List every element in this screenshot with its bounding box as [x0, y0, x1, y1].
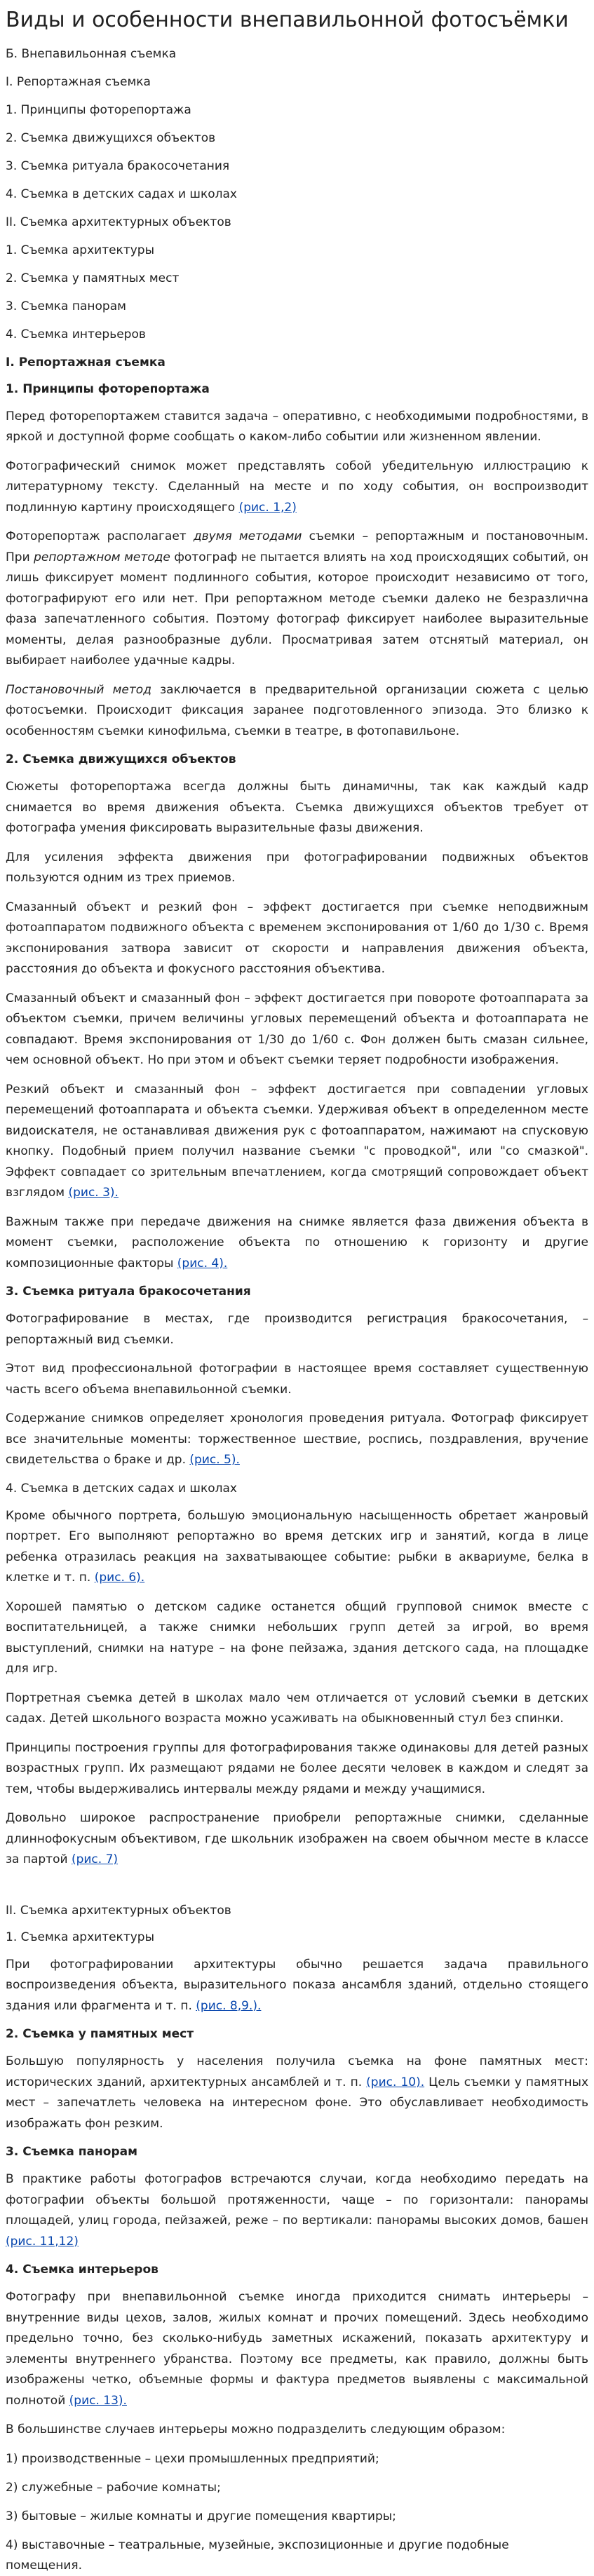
- paragraph-text: съемки – репортажным и постановочным. При: [6, 529, 589, 564]
- paragraph: Фотографирование в местах, где производится регистрация бракосочетания, – репортажный вид съемки.: [6, 1312, 588, 1347]
- paragraph: [6, 527, 588, 672]
- paragraph-text: Кроме обычного портрета, большую эмоциональную насыщенность обретает жанровый портрет. Его выполняют репортажно во время детских игр и занятий, когда в лице ребенка отразилась реакция на захватывающее событие: рыбки в аквариуме, белка в клетке и т. п.: [6, 1508, 588, 1585]
- paragraph-text: фотограф не пытается влиять на ход происходящих событий, он лишь фиксирует момент подлинного события, которое происходит независимо от того, фотографируют его или нет. При репортажном методе съемки далеко не безразлична фаза запечатленного события. Поэтому фотограф фиксирует наиболее выразительные моменты, делая разнообразные дубли. Просматривая затем отснятый материал, он выбирает наиболее удачные кадры.: [6, 550, 588, 667]
- section-heading: II. Съемка архитектурных объектов: [6, 1903, 231, 1918]
- paragraph-text: Большую популярность у населения получила съемка на фоне памятных мест: исторических зданий, архитектурных ансамблей и т. п.: [6, 2054, 588, 2089]
- subsection-heading: 4. Съемка интерьеров: [6, 2263, 158, 2277]
- paragraph: Смазанный объект и резкий фон – эффект достигается при съемке неподвижным фотоаппаратом подвижного объекта с временем экспонирования от 1/60 до 1/30 с. Время экспонирования затвора зависит от скорости и направления движения объекта, расстояния до объекта и фокусного расстояния объектива.: [6, 900, 588, 976]
- paragraph-text: Важным также при передаче движения на снимке является фаза движения объекта в момент съемки, расположение объекта по отношению к горизонту и другие композиционные факторы: [6, 1214, 588, 1270]
- paragraph: [6, 1080, 588, 1204]
- table-of-contents: [6, 45, 588, 344]
- figure-link[interactable]: (рис. 4).: [177, 1256, 228, 1270]
- paragraph-text: Резкий объект и смазанный фон – эффект достигается при совпадении угловых перемещений фотоаппарата и объекта съемки. Удерживая объект в определенном месте видоискателя, не останавливая движения рук с фотоаппаратом, нажимают на спусковую кнопку. Подобный прием получил название съемки "с проводкой", или "со смазкой". Эффект совпадает со зрительным впечатлением, когда смотрящий сопровождает объект взглядом: [6, 1082, 588, 1200]
- subsection-heading: 3. Съемка ритуала бракосочетания: [6, 1284, 251, 1299]
- paragraph: [6, 2052, 588, 2134]
- paragraph: Перед фоторепортажем ставится задача – оперативно, с необходимыми подробностями, в яркой и доступной форме сообщать о каком-либо событии или жизненном явлении.: [6, 409, 588, 444]
- paragraph-text: Довольно широкое распространение приобрели репортажные снимки, сделанные длиннофокусным объективом, где школьник изображен на своем обычном месте в классе за партой: [6, 1811, 588, 1866]
- emphasis: Постановочный метод: [6, 682, 151, 697]
- toc-item: 3. Съемка панорам: [6, 299, 126, 313]
- paragraph-text: При фотографировании архитектуры обычно решается задача правильного воспроизведения объекта, выразительного показа ансамбля зданий, отдельно стоящего здания или фрагмента и т. п.: [6, 1957, 588, 2013]
- paragraph: [6, 1506, 588, 1589]
- toc-item: 2. Съемка у памятных мест: [6, 271, 180, 285]
- subsection-heading: 1. Принципы фоторепортажа: [6, 381, 210, 396]
- paragraph: [6, 456, 588, 519]
- paragraph: Портретная съемка детей в школах мало чем отличается от условий съемки в детских садах. Детей школьного возраста можно усаживать на обыкновенный стул без спинки.: [6, 1690, 588, 1726]
- subsection-heading: 1. Съемка архитектуры: [6, 1930, 155, 1944]
- toc-item: 3. Съемка ритуала бракосочетания: [6, 158, 230, 173]
- list-item: 1) производственные – цехи промышленных предприятий;: [6, 2451, 379, 2466]
- paragraph-text: Фоторепортаж располагает: [6, 529, 194, 543]
- toc-item: I. Репортажная съемка: [6, 74, 151, 89]
- figure-link[interactable]: (рис. 8,9.).: [196, 1998, 262, 2013]
- figure-link[interactable]: (рис. 1,2): [238, 500, 297, 515]
- paragraph-text: Фотографу при внепавильонной съемке иногда приходится снимать интерьеры – внутренние виды цехов, залов, жилых комнат и прочих помещений. Здесь необходимо предельно точно, без сколько-нибудь заметных искажений, показать архитектуру и элементы внутреннего убранства. Поэтому все предметы, как правило, должны быть изображены четко, объемные формы и фактура предметов выявлены с максимальной полнотой: [6, 2290, 588, 2408]
- list-item: 3) бытовые – жилые комнаты и другие помещения квартиры;: [6, 2509, 396, 2523]
- paragraph-text: заключается в предварительной организации сюжета с целью фотосъемки. Происходит фиксация заранее подготовленного эпизода. Это близко к особенностям съемки кинофильма, съемки в театре, в фотопавильоне.: [6, 682, 588, 738]
- toc-item: 1. Съемка архитектуры: [6, 243, 155, 257]
- paragraph: [6, 1212, 588, 1275]
- figure-link[interactable]: (рис. 7): [71, 1852, 119, 1866]
- paragraph: [6, 2169, 588, 2252]
- figure-link[interactable]: (рис. 13).: [69, 2393, 127, 2408]
- paragraph: Сюжеты фоторепортажа всегда должны быть динамичны, так как каждый кадр снимается во время движения объекта. Съемка движущихся объектов требует от фотографа умения фиксировать выразительные фазы движения.: [6, 780, 588, 835]
- paragraph: Принципы построения группы для фотографирования также одинаковы для детей разных возрастных групп. Их размещают рядами не более десяти человек в каждом и следят за тем, чтобы выдерживались интервалы между рядами и между учащимися.: [6, 1740, 588, 1796]
- paragraph-text: Содержание снимков определяет хронология проведения ритуала. Фотограф фиксирует все значительные моменты: торжественное шествие, роспись, поздравления, вручение свидетельства о браке и др.: [6, 1411, 588, 1467]
- paragraph: Смазанный объект и смазанный фон – эффект достигается при повороте фотоаппарата за объектом съемки, причем величины угловых перемещений объекта и фотоаппарата не совпадают. Время экспонирования от 1/30 до 1/60 с. Фон должен быть смазан сильнее, чем основной объект. Но при этом и объект съемки теряет подробности изображения.: [6, 991, 588, 1067]
- subsection-heading: 3. Съемка панорам: [6, 2145, 137, 2159]
- paragraph: [6, 1808, 588, 1871]
- paragraph: [6, 1409, 588, 1471]
- section-heading: I. Репортажная съемка: [6, 355, 166, 370]
- subsection-heading: 4. Съемка в детских садах и школах: [6, 1481, 237, 1496]
- toc-item: 2. Съемка движущихся объектов: [6, 130, 216, 145]
- paragraph-text: В практике работы фотографов встречаются случаи, когда необходимо передать на фотографии объекты большой протяженности, чаще – по горизонтали: панорамы площадей, улиц города, пейзажей, реже – по вертикали: панорамы высоких домов, башен: [6, 2172, 588, 2228]
- figure-link[interactable]: (рис. 11,12): [6, 2234, 79, 2249]
- paragraph-text: Цель съемки у памятных мест – запечатлеть человека на интересном фоне. Это обуславливает необходимость изображать фон резким.: [6, 2075, 589, 2131]
- figure-link[interactable]: (рис. 6).: [94, 1571, 145, 1585]
- figure-link[interactable]: (рис. 3).: [68, 1186, 119, 1200]
- figure-link[interactable]: (рис. 5).: [189, 1453, 240, 1467]
- paragraph: Хорошей памятью о детском садике останется общий групповой снимок вместе с воспитательницей, а также снимки небольших групп детей за игрой, во время выступлений, снимки на натуре – на фоне пейзажа, здания детского сада, на площадке для игр.: [6, 1599, 588, 1676]
- paragraph: Этот вид профессиональной фотографии в настоящее время составляет существенную часть всего объема внепавильонной съемки.: [6, 1362, 588, 1397]
- paragraph: [6, 680, 588, 743]
- spacer: [6, 1879, 588, 1896]
- page-title: Виды и особенности внепавильонной фотосъёмки: [6, 8, 569, 32]
- paragraph: В большинстве случаев интерьеры можно подразделить следующим образом:: [6, 2422, 506, 2436]
- list-item: 4) выставочные – театральные, музейные, экспозиционные и другие подобные помещения.: [6, 2537, 509, 2572]
- emphasis: репортажном методе: [34, 550, 170, 564]
- paragraph: [6, 1955, 588, 2017]
- subsection-heading: 2. Съемка движущихся объектов: [6, 752, 236, 766]
- figure-link[interactable]: (рис. 10).: [366, 2075, 425, 2089]
- toc-item: II. Съемка архитектурных объектов: [6, 215, 231, 229]
- subsection-heading: 2. Съемка у памятных мест: [6, 2027, 194, 2041]
- toc-item: 4. Съемка в детских садах и школах: [6, 187, 237, 201]
- list-item: 2) служебные – рабочие комнаты;: [6, 2480, 221, 2495]
- toc-item: Б. Внепавильонная съемка: [6, 46, 177, 61]
- paragraph: [6, 2287, 588, 2411]
- paragraph: Для усиления эффекта движения при фотографировании подвижных объектов пользуются одним из трех приемов.: [6, 850, 588, 885]
- emphasis: двумя методами: [193, 529, 302, 543]
- toc-item: 4. Съемка интерьеров: [6, 327, 146, 341]
- toc-item: 1. Принципы фоторепортажа: [6, 102, 191, 117]
- paragraph-text: Фотографический снимок может представлять собой убедительную иллюстрацию к литературному тексту. Сделанный на месте и по ходу события, он воспроизводит подлинную картину происходящего: [6, 459, 588, 515]
